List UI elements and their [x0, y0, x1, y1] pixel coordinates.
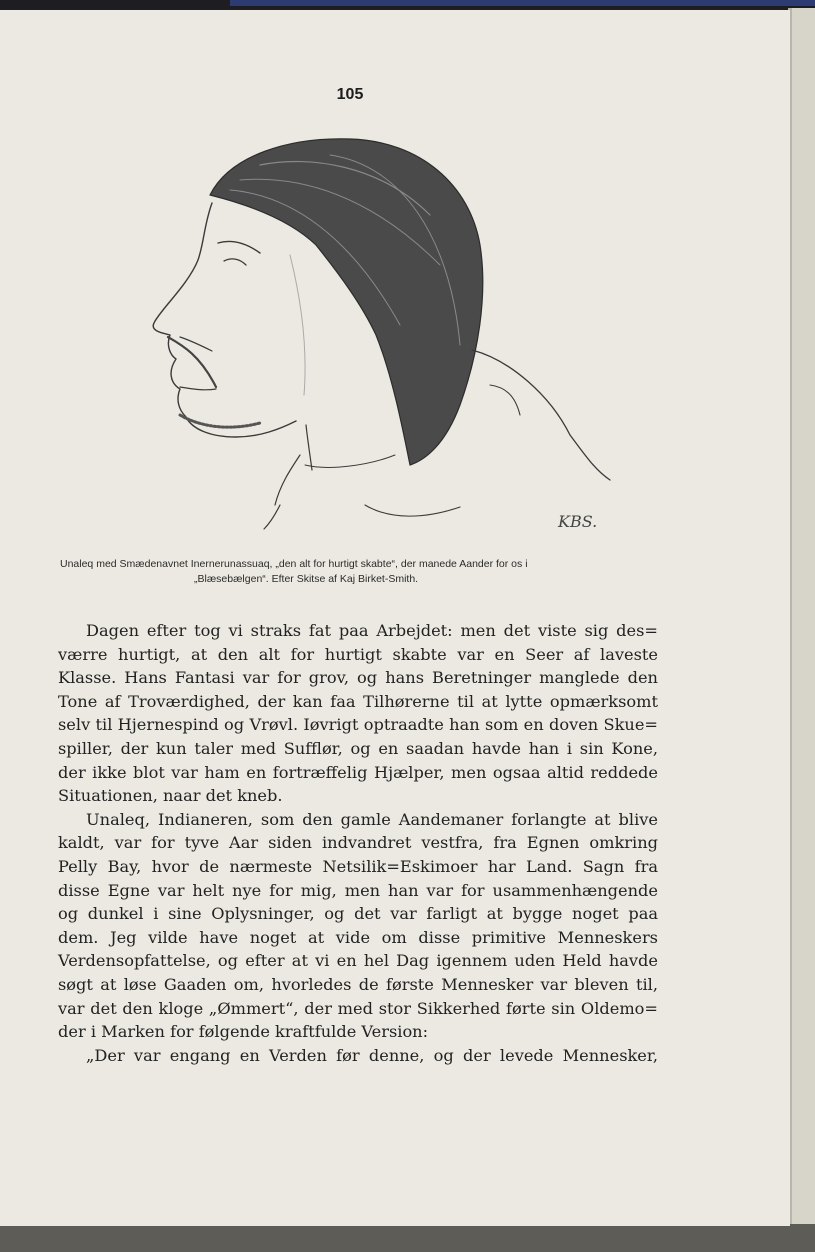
artist-signature: KBS. [558, 512, 598, 531]
figure-caption [60, 557, 660, 587]
text-line: Verdensopfattelse, og efter at vi en hel Dag igennem uden Held havde [58, 951, 658, 971]
text-line: der i Marken for følgende kraftfulde Version: [58, 1022, 429, 1042]
text-line: værre hurtigt, at den alt for hurtigt skabte var en Seer af laveste [58, 644, 658, 664]
caption-line-1: Unaleq med Smædenavnet Inernerunassuaq, „den alt for hurtigt skabte“, der manede Aander for os i [60, 558, 528, 570]
book-bottom-edge [0, 1224, 815, 1252]
text-line: Dagen efter tog vi straks fat paa Arbejdet: men det viste sig des= [86, 621, 658, 640]
caption-line-2: „Blæsebælgen“. Efter Skitse af Kaj Birket-Smith. [194, 573, 419, 585]
text-line: Klasse. Hans Fantasi var for grov, og hans Beretninger manglede den [58, 668, 658, 688]
text-line: selv til Hjernespind og Vrøvl. Iøvrigt optraadte han som en doven Skue= [58, 715, 658, 735]
body-text [58, 619, 658, 1067]
face-profile [153, 203, 296, 437]
page-number: 105 [336, 86, 364, 103]
text-line: var det den kloge „Ømmert“, der med stor Sikkerhed førte sin Oldemo= [58, 998, 658, 1018]
text-line: dem. Jeg vilde have noget at vide om disse primitive Menneskers [58, 927, 658, 947]
text-line: disse Egne var helt nye for mig, men han var for usammenhængende [58, 880, 658, 900]
text-line: spiller, der kun taler med Sufflør, og en saadan havde han i sin Kone, [58, 738, 658, 758]
portrait-illustration [140, 125, 630, 545]
text-line: Pelly Bay, hvor de nærmeste Netsilik=Eskimoer har Land. Sagn fra [58, 856, 658, 876]
shoulder-line [472, 350, 610, 480]
text-line: Unaleq, Indianeren, som den gamle Aandemaner forlangte at blive [86, 809, 658, 829]
text-line: der ikke blot var ham en fortræffelig Hjælper, men ogsaa altid reddede [58, 762, 658, 782]
text-line: kaldt, var for tyve Aar siden indvandret vestfra, fra Egnen omkring [58, 833, 658, 853]
text-line: Tone af Troværdighed, der kan faa Tilhørerne til at lytte opmærksomt [58, 691, 658, 711]
book-spine [788, 8, 815, 1252]
text-line: Situationen, naar det kneb. [58, 786, 283, 806]
text-line: søgt at løse Gaaden om, hvorledes de første Mennesker var bleven til, [58, 974, 658, 994]
hair [210, 139, 483, 465]
text-line: „Der var engang en Verden før denne, og der levede Mennesker, [86, 1045, 658, 1065]
binding-strip [230, 0, 815, 6]
text-line: og dunkel i sine Oplysninger, og det var farligt at bygge noget paa [58, 904, 658, 924]
